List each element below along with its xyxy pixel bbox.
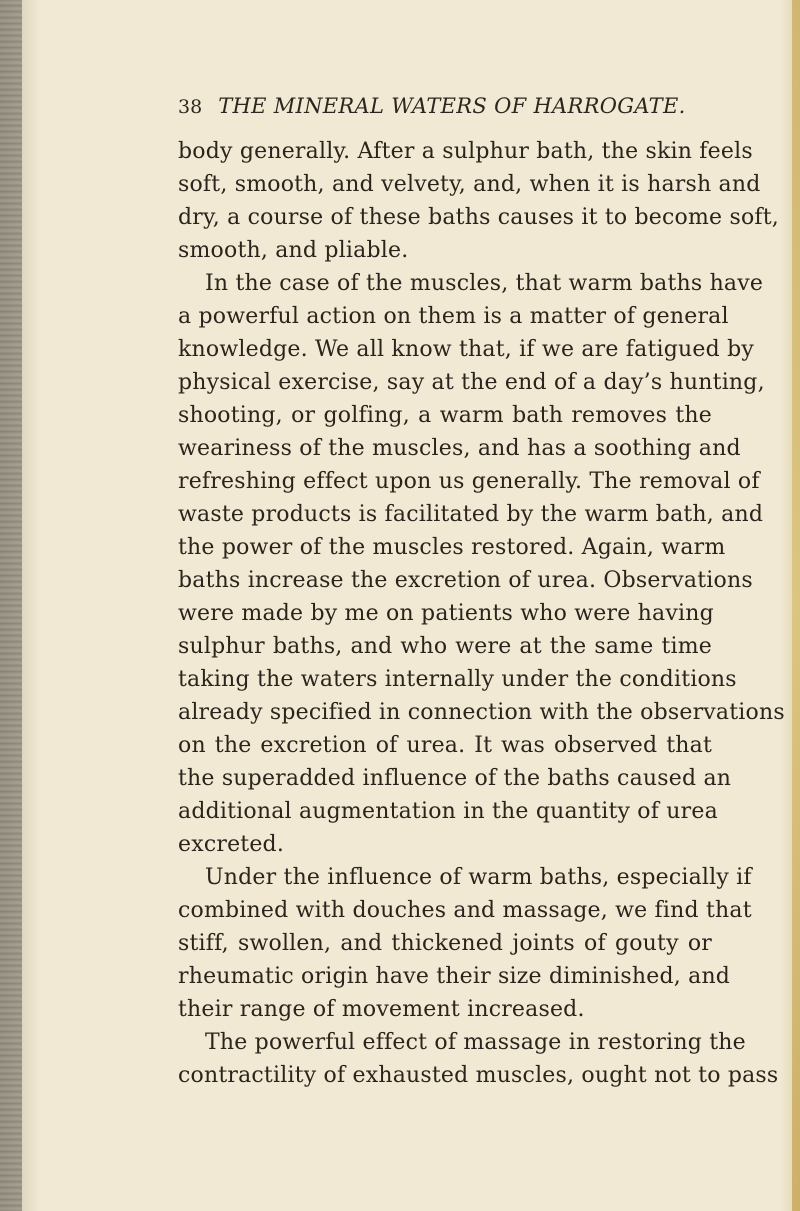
text-line: combined with douches and massage, we find that (178, 898, 752, 923)
text-line: shooting, or golfing, a warm bath removes the (178, 403, 712, 428)
page-edge (792, 0, 800, 1211)
text-line: waste products is facilitated by the warm bath, and (178, 502, 764, 527)
text-line: the power of the muscles restored. Again, warm (178, 535, 726, 560)
text-line: The powerful effect of massage in restoring the (205, 1030, 746, 1055)
text-line: baths increase the excretion of urea. Observations (178, 568, 753, 593)
text-line: the superadded influence of the baths caused an (178, 766, 732, 791)
text-line: sulphur baths, and who were at the same time (178, 634, 712, 659)
text-line: stiff, swollen, and thickened joints of gouty or (178, 931, 712, 956)
text-line: smooth, and pliable. (178, 238, 409, 263)
text-line: already specified in connection with the observations (178, 700, 785, 725)
text-line: on the excretion of urea. It was observed that (178, 733, 712, 758)
binding-gutter (0, 0, 22, 1211)
running-title: THE MINERAL WATERS OF HARROGATE. (218, 94, 686, 118)
text-line: were made by me on patients who were having (178, 601, 714, 626)
text-line: dry, a course of these baths causes it to become soft, (178, 205, 779, 230)
page-number: 38 (178, 96, 203, 118)
text-line: Under the influence of warm baths, especially if (205, 865, 752, 890)
text-line: physical exercise, say at the end of a day’s hunting, (178, 370, 765, 395)
running-header (178, 93, 698, 119)
text-line: excreted. (178, 832, 285, 857)
text-line: additional augmentation in the quantity of urea (178, 799, 718, 824)
text-line: their range of movement increased. (178, 997, 585, 1022)
text-line: knowledge. We all know that, if we are fatigued by (178, 337, 754, 362)
text-line: soft, smooth, and velvety, and, when it is harsh and (178, 172, 761, 197)
text-line: refreshing effect upon us generally. The removal of (178, 469, 760, 494)
text-line: contractility of exhausted muscles, ought not to pass (178, 1063, 779, 1088)
text-line: a powerful action on them is a matter of general (178, 304, 729, 329)
text-line: weariness of the muscles, and has a soothing and (178, 436, 741, 461)
body-text (178, 135, 785, 1145)
text-line: In the case of the muscles, that warm baths have (205, 271, 764, 296)
text-line: rheumatic origin have their size diminished, and (178, 964, 731, 989)
text-line: body generally. After a sulphur bath, the skin feels (178, 139, 753, 164)
text-line: taking the waters internally under the conditions (178, 667, 737, 692)
